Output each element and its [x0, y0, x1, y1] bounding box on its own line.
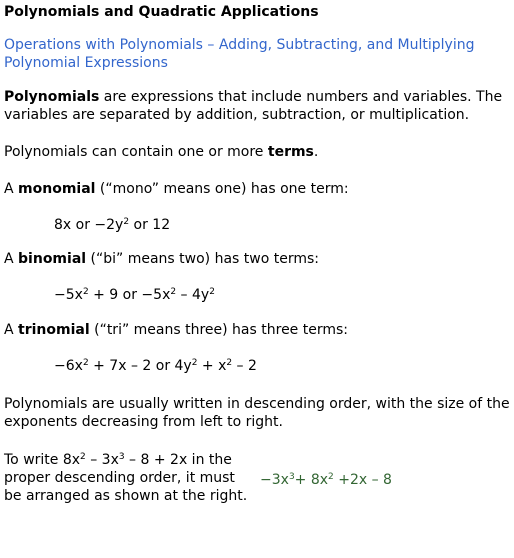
monomial-example-part: 8x or −2y: [54, 217, 124, 233]
trinomial-example-part: – 2: [232, 358, 257, 374]
terms-text-after: .: [313, 144, 319, 160]
monomial-term: monomial: [18, 181, 96, 197]
trinomial-example: [54, 356, 510, 376]
exponent: 2: [82, 358, 89, 368]
trinomial-term: trinomial: [18, 322, 90, 338]
order-example-text: [4, 451, 248, 505]
definition-paragraph: [4, 88, 510, 124]
exponent: 2: [328, 472, 334, 482]
trinomial-intro-before: A: [4, 322, 19, 338]
exponent: 3: [118, 452, 125, 462]
page-title: Polynomials and Quadratic Applications: [4, 4, 319, 20]
exponent: 2: [170, 287, 177, 297]
order-example-result: [260, 470, 392, 490]
trinomial-example-part: + 7x – 2 or 4y: [88, 358, 192, 374]
order-result-part: + 8x: [294, 472, 329, 488]
exponent: 2: [226, 358, 233, 368]
monomial-intro-after: (“mono” means one) has one term:: [95, 181, 349, 197]
trinomial-example-part: −6x: [54, 358, 83, 374]
binomial-example: [54, 285, 510, 305]
exponent: 2: [209, 287, 215, 297]
terms-bold: terms: [267, 144, 314, 160]
trinomial-intro-after: (“tri” means three) has three terms:: [89, 322, 348, 338]
binomial-term: binomial: [18, 251, 87, 267]
terms-paragraph: [4, 143, 510, 161]
monomial-example: [54, 215, 510, 235]
definition-text: are expressions that include numbers and variables. The variables are separated by addition, subtraction, or multiplication.: [4, 89, 503, 123]
monomial-paragraph: [4, 180, 510, 198]
exponent: 2: [123, 217, 130, 227]
monomial-intro-before: A: [4, 181, 19, 197]
order-text-part: – 3x: [85, 452, 119, 468]
exponent: 3: [288, 472, 295, 482]
binomial-example-part: −5x: [54, 287, 83, 303]
binomial-example-part: + 9 or −5x: [88, 287, 171, 303]
binomial-example-part: – 4y: [176, 287, 210, 303]
terms-text-before: Polynomials can contain one or more: [4, 144, 268, 160]
order-result-part: +2x – 8: [333, 472, 392, 488]
order-result-part: −3x: [260, 472, 289, 488]
binomial-intro-before: A: [4, 251, 19, 267]
binomial-paragraph: [4, 250, 510, 268]
exponent: 2: [82, 287, 89, 297]
section-subtitle: Operations with Polynomials – Adding, Subtracting, and Multiplying Polynomial Expressions: [4, 37, 475, 71]
trinomial-example-part: + x: [197, 358, 227, 374]
trinomial-paragraph: [4, 321, 510, 339]
exponent: 2: [191, 358, 198, 368]
monomial-example-part: or 12: [129, 217, 171, 233]
order-text-part: To write 8x: [4, 452, 81, 468]
order-text-part: – 8 + 2x in the proper descending order, it must be arranged as shown at the right.: [4, 452, 248, 504]
order-example-block: [4, 451, 510, 531]
document-page: [4, 2, 510, 531]
exponent: 2: [80, 452, 86, 462]
definition-term: Polynomials: [4, 89, 100, 105]
descending-order-paragraph: Polynomials are usually written in descending order, with the size of the exponents decreasing from left to right.: [4, 396, 510, 430]
binomial-intro-after: (“bi” means two) has two terms:: [86, 251, 319, 267]
